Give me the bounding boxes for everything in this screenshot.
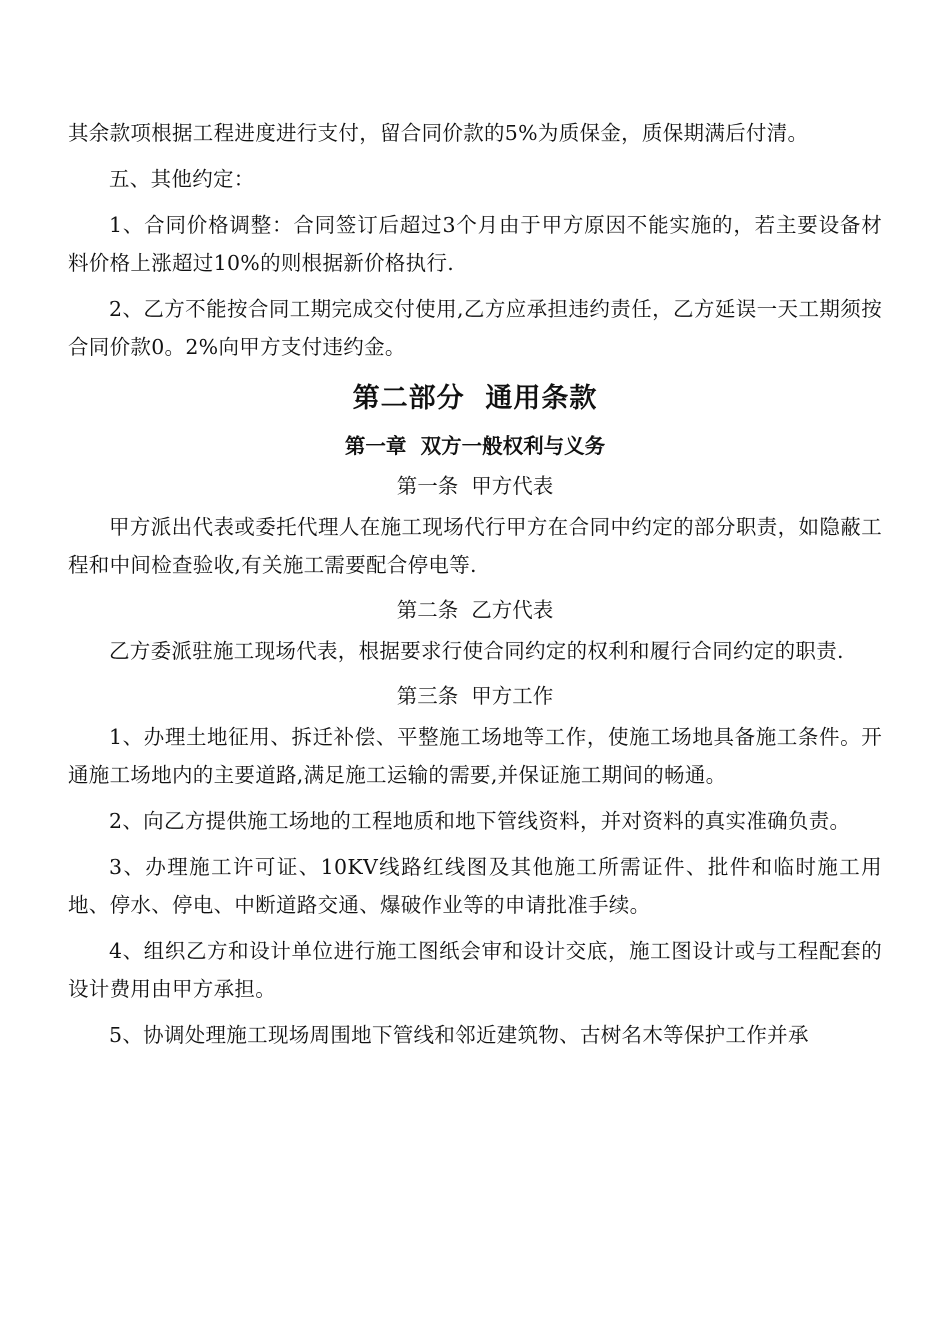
paragraph-delay-penalty: 2、乙方不能按合同工期完成交付使用,乙方应承担违约责任，乙方延误一天工期须按合同价款0。2%向甲方支付违约金。 [68, 297, 882, 359]
article-2-title: 第二条 乙方代表 [396, 598, 554, 622]
section-heading-other-agreements: 五、其他约定： [109, 167, 255, 191]
article-1-title: 第一条 甲方代表 [396, 474, 554, 498]
article-3-item: 5、协调处理施工现场周围地下管线和邻近建筑物、古树名木等保护工作并承 [109, 1023, 809, 1047]
article-3-title: 第三条 甲方工作 [396, 684, 554, 708]
article-3-item: 4、组织乙方和设计单位进行施工图纸会审和设计交底，施工图设计或与工程配套的设计费用由甲方承担。 [68, 939, 882, 1001]
part-title: 第二部分 通用条款 [352, 383, 598, 414]
paragraph-payment-terms: 其余款项根据工程进度进行支付，留合同价款的5%为质保金，质保期满后付清。 [68, 121, 809, 145]
article-1-body: 甲方派出代表或委托代理人在施工现场代行甲方在合同中约定的部分职责，如隐蔽工程和中间检查验收,有关施工需要配合停电等. [68, 515, 882, 577]
article-3-item: 2、向乙方提供施工场地的工程地质和地下管线资料，并对资料的真实准确负责。 [109, 809, 851, 833]
article-3-item: 1、办理土地征用、拆迁补偿、平整施工场地等工作，使施工场地具备施工条件。开通施工场地内的主要道路,满足施工运输的需要,并保证施工期间的畅通。 [68, 725, 882, 787]
paragraph-price-adjustment: 1、合同价格调整：合同签订后超过3个月由于甲方原因不能实施的，若主要设备材料价格上涨超过10%的则根据新价格执行. [68, 213, 882, 275]
document-page [68, 114, 882, 1062]
article-3-item: 3、办理施工许可证、10KV线路红线图及其他施工所需证件、批件和临时施工用地、停水、停电、中断道路交通、爆破作业等的申请批准手续。 [68, 855, 882, 917]
article-2-body: 乙方委派驻施工现场代表，根据要求行使合同约定的权利和履行合同约定的职责. [109, 639, 844, 663]
chapter-title: 第一章 双方一般权利与义务 [344, 434, 606, 458]
